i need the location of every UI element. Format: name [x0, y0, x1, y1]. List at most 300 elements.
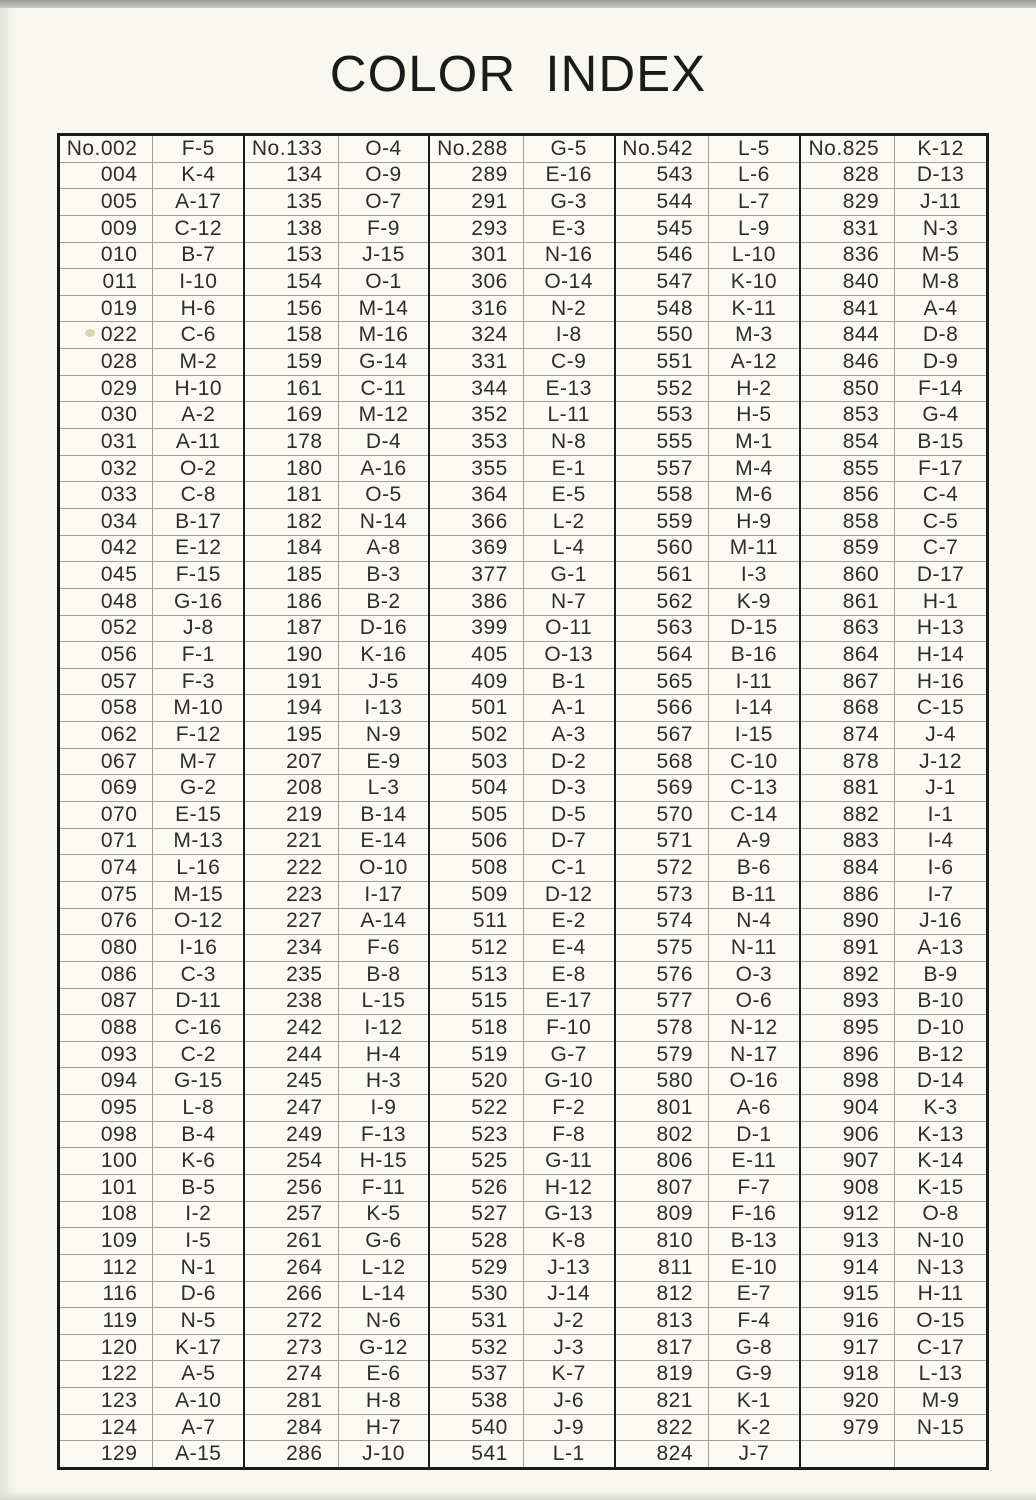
- color-number-cell: 242: [245, 1015, 338, 1041]
- table-row: [60, 1441, 243, 1467]
- color-number-cell: 572: [616, 855, 709, 881]
- color-number-cell: 508: [430, 855, 523, 881]
- color-code-cell: G-9: [735, 1362, 773, 1386]
- color-code-cell: B-10: [917, 989, 964, 1013]
- color-code-cell: O-2: [180, 456, 217, 480]
- color-code-cell: D-13: [916, 163, 965, 187]
- color-code-cell: D-10: [916, 1015, 965, 1039]
- table-row: [430, 1361, 613, 1388]
- table-row: [60, 269, 243, 296]
- color-number-cell: 532: [430, 1335, 523, 1361]
- color-number-cell: 525: [430, 1148, 523, 1174]
- table-row: [801, 322, 986, 349]
- color-code-cell: G-2: [180, 776, 217, 800]
- color-number-cell: 552: [616, 376, 709, 402]
- color-number-cell: 004: [60, 163, 153, 189]
- color-code-cell: E-12: [175, 536, 222, 560]
- color-number-cell: 100: [60, 1148, 153, 1174]
- table-row: [245, 589, 428, 616]
- table-row: [245, 935, 428, 962]
- color-number-cell: 207: [245, 749, 338, 775]
- color-code-cell: J-2: [553, 1309, 585, 1332]
- color-number-cell: 274: [245, 1361, 338, 1387]
- table-row: [60, 829, 243, 856]
- table-row: [616, 1068, 799, 1095]
- color-number-cell: 918: [801, 1361, 895, 1387]
- table-row: [801, 589, 986, 616]
- color-number-cell: 541: [430, 1441, 523, 1467]
- column-group-5: [801, 136, 986, 1467]
- table-row: [430, 1015, 613, 1042]
- table-row: [245, 163, 428, 190]
- color-code-cell: B-4: [181, 1122, 216, 1146]
- color-number-cell: 822: [616, 1415, 709, 1441]
- color-number-cell: 577: [616, 989, 709, 1015]
- color-number-cell: 863: [801, 616, 895, 642]
- color-code-cell: K-7: [551, 1362, 586, 1386]
- table-row: [430, 1415, 613, 1442]
- table-row: [60, 1255, 243, 1282]
- table-row: [245, 296, 428, 323]
- table-row: [60, 802, 243, 829]
- color-code-cell: O-12: [173, 909, 223, 933]
- color-number-cell: 854: [801, 429, 895, 455]
- color-number-cell: 062: [60, 722, 153, 748]
- color-number-cell: 801: [616, 1095, 709, 1121]
- color-code-cell: G-13: [544, 1202, 594, 1226]
- color-number-cell: 828: [801, 163, 895, 189]
- color-code-cell: A-7: [181, 1415, 216, 1439]
- color-code-cell: E-14: [360, 829, 407, 853]
- color-code-cell: N-3: [922, 216, 959, 240]
- color-code-cell: E-11: [731, 1149, 777, 1173]
- color-number-cell: 551: [616, 349, 709, 375]
- color-code-cell: L-16: [176, 856, 221, 880]
- color-code-cell: D-11: [175, 989, 222, 1013]
- table-row: [616, 243, 799, 270]
- color-code-cell: E-4: [551, 936, 586, 960]
- color-number-cell: 028: [60, 349, 153, 375]
- color-number-cell: 540: [430, 1415, 523, 1441]
- color-number-cell: 561: [616, 562, 709, 588]
- color-code-cell: B-15: [917, 429, 964, 453]
- color-code-cell: D-14: [916, 1069, 965, 1093]
- color-number-cell: 022: [60, 322, 153, 348]
- table-row: [801, 349, 986, 376]
- color-code-cell: H-1: [922, 589, 959, 613]
- color-number-cell: 076: [60, 909, 153, 935]
- color-number-cell: 884: [801, 855, 895, 881]
- color-number-cell: 841: [801, 296, 895, 322]
- color-code-cell: B-12: [917, 1042, 964, 1066]
- color-number-cell: 505: [430, 802, 523, 828]
- table-row: [245, 1202, 428, 1229]
- table-row: [430, 509, 613, 536]
- table-row: [430, 935, 613, 962]
- color-number-cell: 802: [616, 1122, 709, 1148]
- color-number-cell: 034: [60, 509, 153, 535]
- table-row: [60, 1042, 243, 1069]
- color-code-cell: F-6: [366, 936, 400, 960]
- color-code-cell: A-9: [736, 829, 771, 853]
- color-code-cell: I-2: [185, 1202, 212, 1226]
- table-row: [801, 1068, 986, 1095]
- color-code-cell: M-5: [921, 243, 960, 267]
- color-code-cell: L-8: [182, 1095, 215, 1119]
- color-number-cell: 571: [616, 829, 709, 855]
- color-number-cell: 129: [60, 1441, 153, 1467]
- color-number-cell: 010: [60, 243, 153, 269]
- table-row: [245, 349, 428, 376]
- color-number-cell: 219: [245, 802, 338, 828]
- table-row: [60, 1335, 243, 1362]
- table-row: [801, 1308, 986, 1335]
- table-row: [60, 536, 243, 563]
- table-row: [245, 136, 428, 163]
- table-row: [430, 1042, 613, 1069]
- color-number-cell: 518: [430, 1015, 523, 1041]
- table-row: [245, 882, 428, 909]
- color-code-cell: D-12: [544, 882, 593, 906]
- color-number-cell: 893: [801, 989, 895, 1015]
- color-code-cell: O-16: [729, 1069, 779, 1093]
- color-code-cell: G-16: [173, 589, 223, 613]
- color-number-cell: 052: [60, 616, 153, 642]
- color-code-cell: M-1: [735, 429, 773, 453]
- table-row: [616, 1148, 799, 1175]
- color-code-cell: G-11: [545, 1149, 593, 1173]
- color-code-cell: C-17: [916, 1335, 965, 1359]
- page-title: COLOR INDEX: [329, 45, 707, 102]
- table-row: [801, 1122, 986, 1149]
- table-row: [430, 349, 613, 376]
- color-code-cell: M-2: [179, 349, 218, 373]
- color-code-cell: A-5: [181, 1362, 216, 1386]
- color-code-cell: I-5: [185, 1229, 212, 1253]
- color-code-cell: L-4: [552, 536, 585, 560]
- color-number-cell: 301: [430, 243, 523, 269]
- color-number-cell: 352: [430, 402, 523, 428]
- color-code-cell: A-10: [175, 1388, 222, 1412]
- color-code-cell: I-16: [179, 936, 218, 960]
- color-number-cell: 907: [801, 1148, 895, 1174]
- color-code-cell: M-8: [921, 270, 960, 294]
- table-row: [616, 616, 799, 643]
- color-number-cell: 882: [801, 802, 895, 828]
- table-row: [616, 642, 799, 669]
- table-row: [245, 1441, 428, 1467]
- table-row: [60, 136, 243, 163]
- color-code-cell: M-10: [173, 696, 224, 720]
- color-code-cell: D-6: [180, 1282, 216, 1306]
- table-row: [245, 562, 428, 589]
- table-row: [801, 163, 986, 190]
- color-code-cell: B-9: [923, 962, 958, 986]
- color-code-cell: C-8: [180, 483, 216, 507]
- color-code-cell: E-2: [551, 909, 586, 933]
- color-code-cell: E-13: [545, 376, 592, 400]
- table-row: [801, 962, 986, 989]
- color-number-cell: 123: [60, 1388, 153, 1414]
- color-code-cell: E-1: [551, 456, 586, 480]
- table-row: [60, 1228, 243, 1255]
- color-number-cell: 864: [801, 642, 895, 668]
- color-code-cell: G-12: [359, 1335, 408, 1359]
- table-row: [616, 482, 799, 509]
- color-number-cell: 087: [60, 989, 153, 1015]
- color-code-cell: H-3: [365, 1069, 402, 1093]
- color-code-cell: G-5: [550, 136, 587, 160]
- color-number-cell: 355: [430, 456, 523, 482]
- table-row: [616, 722, 799, 749]
- color-code-cell: C-9: [551, 349, 587, 373]
- color-number-cell: 195: [245, 722, 338, 748]
- color-number-cell: 515: [430, 989, 523, 1015]
- table-row: [801, 456, 986, 483]
- color-number-cell: 509: [430, 882, 523, 908]
- color-number-cell: 914: [801, 1255, 895, 1281]
- color-code-cell: O-13: [544, 642, 594, 666]
- color-code-cell: O-15: [916, 1309, 965, 1332]
- color-number-cell: 161: [245, 376, 338, 402]
- color-number-cell: [801, 1441, 895, 1467]
- color-number-cell: 377: [430, 562, 523, 588]
- color-code-cell: F-10: [546, 1015, 592, 1039]
- table-row: [801, 722, 986, 749]
- color-code-cell: F-13: [360, 1122, 407, 1146]
- color-code-cell: C-5: [922, 509, 959, 533]
- color-number-cell: 245: [245, 1068, 338, 1094]
- table-row: [616, 189, 799, 216]
- color-code-cell: K-10: [730, 270, 778, 294]
- table-row: [801, 802, 986, 829]
- table-row: [60, 429, 243, 456]
- color-number-cell: 550: [616, 322, 709, 348]
- color-number-cell: 029: [60, 376, 153, 402]
- table-row: [801, 909, 986, 936]
- color-code-cell: J-14: [547, 1282, 591, 1306]
- color-code-cell: B-3: [366, 563, 401, 587]
- color-number-cell: 566: [616, 695, 709, 721]
- color-number-cell: 178: [245, 429, 338, 455]
- color-number-cell: 134: [245, 163, 338, 189]
- color-number-cell: 019: [60, 296, 153, 322]
- color-number-cell: 860: [801, 562, 895, 588]
- color-code-cell: N-8: [551, 429, 587, 453]
- color-code-cell: H-7: [365, 1415, 402, 1439]
- color-number-cell: 254: [245, 1148, 338, 1174]
- table-row: [245, 243, 428, 270]
- color-number-cell: 235: [245, 962, 338, 988]
- table-row: [60, 775, 243, 802]
- color-number-cell: 186: [245, 589, 338, 615]
- color-number-cell: 881: [801, 775, 895, 801]
- table-row: [616, 1335, 799, 1362]
- table-row: [245, 536, 428, 563]
- color-number-cell: 520: [430, 1068, 523, 1094]
- color-number-cell: 908: [801, 1175, 895, 1201]
- color-code-cell: N-2: [551, 296, 587, 320]
- color-number-cell: 531: [430, 1308, 523, 1334]
- color-code-cell: H-8: [365, 1388, 402, 1412]
- color-code-cell: I-9: [370, 1095, 397, 1119]
- color-code-cell: A-16: [360, 456, 407, 480]
- color-code-cell: C-13: [730, 776, 778, 800]
- color-number-cell: 563: [616, 616, 709, 642]
- color-number-cell: 158: [245, 322, 338, 348]
- color-number-cell: 005: [60, 189, 153, 215]
- color-code-cell: O-8: [922, 1202, 959, 1226]
- color-code-cell: N-17: [730, 1042, 778, 1066]
- table-row: [245, 695, 428, 722]
- table-row: [430, 1335, 613, 1362]
- color-number-cell: 856: [801, 482, 895, 508]
- color-number-cell: 892: [801, 962, 895, 988]
- table-row: [430, 1282, 613, 1309]
- color-number-cell: 324: [430, 322, 523, 348]
- color-code-cell: O-11: [545, 616, 593, 640]
- color-number-cell: 861: [801, 589, 895, 615]
- table-row: [245, 616, 428, 643]
- color-code-cell: N-10: [916, 1229, 965, 1253]
- color-number-cell: 070: [60, 802, 153, 828]
- color-number-cell: 817: [616, 1335, 709, 1361]
- color-code-cell: K-15: [917, 1175, 964, 1199]
- color-code-cell: M-15: [173, 882, 224, 906]
- table-row: [245, 802, 428, 829]
- table-row: [801, 1415, 986, 1442]
- color-code-cell: L-9: [737, 216, 770, 240]
- table-row: [245, 829, 428, 856]
- color-number-cell: 405: [430, 642, 523, 668]
- color-number-cell: 095: [60, 1095, 153, 1121]
- color-code-cell: H-14: [916, 642, 965, 666]
- color-code-cell: F-16: [731, 1202, 777, 1226]
- table-row: [60, 1068, 243, 1095]
- table-row: [616, 429, 799, 456]
- color-code-cell: J-13: [547, 1255, 591, 1279]
- scan-edge-left: [0, 8, 16, 1500]
- color-code-cell: C-1: [551, 856, 587, 880]
- color-code-cell: H-5: [736, 403, 772, 427]
- color-code-cell: G-1: [550, 563, 587, 587]
- table-row: [430, 642, 613, 669]
- table-row: [616, 802, 799, 829]
- color-code-cell: J-12: [919, 749, 963, 773]
- table-row: [801, 989, 986, 1016]
- table-row: [616, 695, 799, 722]
- table-row: [801, 482, 986, 509]
- table-row: [430, 296, 613, 323]
- color-code-cell: C-6: [180, 323, 216, 347]
- color-number-cell: 913: [801, 1228, 895, 1254]
- table-row: [245, 1361, 428, 1388]
- table-row: [801, 1361, 986, 1388]
- color-code-cell: [895, 1441, 986, 1467]
- color-number-cell: 878: [801, 749, 895, 775]
- table-row: [801, 1441, 986, 1467]
- color-number-cell: 824: [616, 1441, 709, 1467]
- table-row: [430, 882, 613, 909]
- table-row: [801, 775, 986, 802]
- color-code-cell: A-8: [366, 536, 401, 560]
- color-code-cell: D-15: [730, 616, 778, 640]
- color-code-cell: F-2: [552, 1095, 586, 1119]
- color-number-cell: 528: [430, 1228, 523, 1254]
- color-code-cell: K-17: [175, 1335, 222, 1359]
- table-row: [430, 1441, 613, 1467]
- color-number-cell: 806: [616, 1148, 709, 1174]
- color-code-cell: D-1: [736, 1122, 772, 1146]
- color-code-cell: O-6: [735, 989, 773, 1013]
- color-number-cell: 807: [616, 1175, 709, 1201]
- color-number-cell: 011: [60, 269, 153, 295]
- color-code-cell: L-6: [737, 163, 770, 187]
- color-code-cell: I-10: [179, 270, 218, 294]
- color-code-cell: K-1: [736, 1388, 771, 1412]
- color-code-cell: O-10: [359, 856, 408, 880]
- table-row: [430, 1068, 613, 1095]
- table-row: [245, 509, 428, 536]
- color-code-cell: N-7: [551, 589, 587, 613]
- table-row: [801, 1015, 986, 1042]
- table-row: [801, 509, 986, 536]
- table-row: [245, 722, 428, 749]
- color-number-cell: 812: [616, 1282, 709, 1308]
- table-row: [430, 163, 613, 190]
- color-code-cell: L-10: [731, 243, 776, 267]
- table-row: [430, 216, 613, 243]
- color-code-cell: I-4: [927, 829, 954, 853]
- color-code-cell: H-4: [365, 1042, 402, 1066]
- color-number-cell: 920: [801, 1388, 895, 1414]
- color-number-cell: 109: [60, 1228, 153, 1254]
- color-number-cell: 247: [245, 1095, 338, 1121]
- color-number-cell: 124: [60, 1415, 153, 1441]
- color-code-cell: C-16: [174, 1015, 223, 1039]
- color-code-cell: I-8: [555, 323, 582, 347]
- color-code-cell: B-11: [731, 882, 777, 906]
- color-code-cell: G-15: [173, 1069, 223, 1093]
- color-number-cell: 565: [616, 669, 709, 695]
- color-code-cell: L-2: [552, 509, 585, 533]
- color-number-cell: 108: [60, 1202, 153, 1228]
- color-code-cell: K-13: [917, 1122, 964, 1146]
- color-number-cell: 898: [801, 1068, 895, 1094]
- table-row: [430, 269, 613, 296]
- color-number-cell: 506: [430, 829, 523, 855]
- table-row: [60, 589, 243, 616]
- table-row: [245, 1095, 428, 1122]
- color-number-cell: 560: [616, 536, 709, 562]
- color-number-cell: 502: [430, 722, 523, 748]
- color-code-cell: I-17: [364, 882, 403, 906]
- table-row: [616, 509, 799, 536]
- table-row: [801, 562, 986, 589]
- color-number-cell: 519: [430, 1042, 523, 1068]
- color-number-cell: 067: [60, 749, 153, 775]
- table-row: [245, 1335, 428, 1362]
- table-row: [430, 722, 613, 749]
- table-row: [245, 1068, 428, 1095]
- table-row: [801, 642, 986, 669]
- color-code-cell: K-3: [923, 1095, 958, 1119]
- table-row: [801, 402, 986, 429]
- table-row: [245, 1255, 428, 1282]
- color-number-cell: 331: [430, 349, 523, 375]
- color-number-cell: 190: [245, 642, 338, 668]
- color-number-cell: 868: [801, 695, 895, 721]
